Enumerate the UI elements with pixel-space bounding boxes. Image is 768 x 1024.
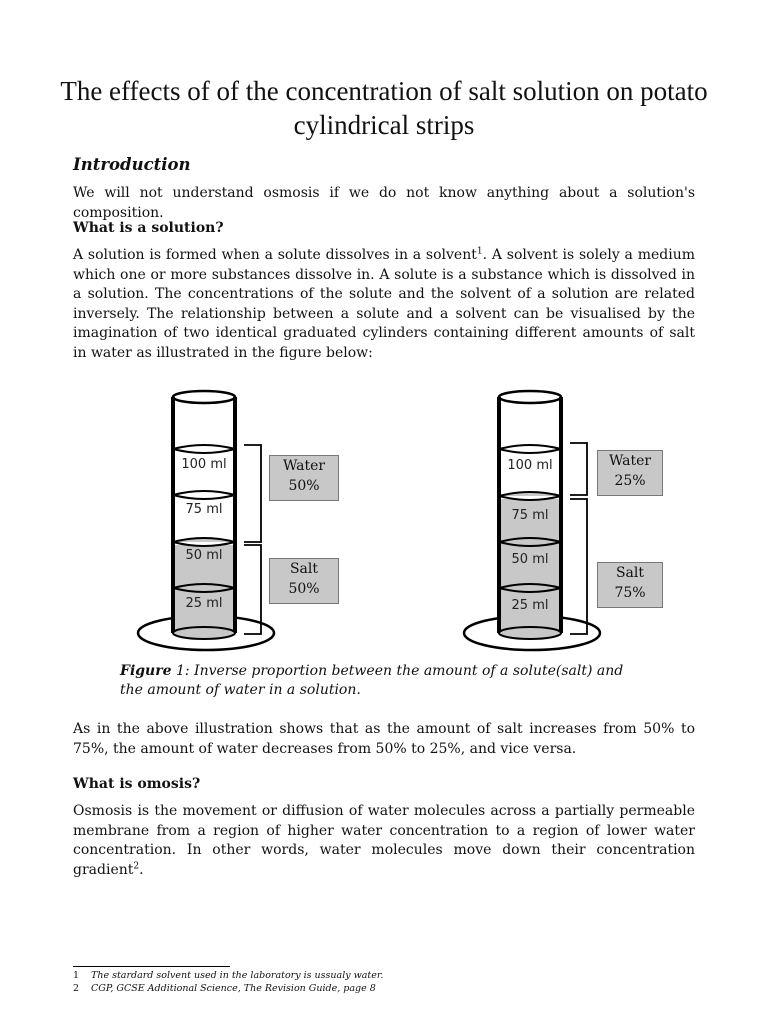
- right-cylinder-rim: [499, 391, 561, 403]
- right-mark-100: 100 ml: [507, 458, 553, 473]
- solution-paragraph-text-2: . A solvent is solely a medium which one or more substances dissolve in. A solute is a substance which is dissolved in a solution. The concentrations of the solute and the solvent of a solution are related inversely. The relationship between a solute and a solvent can be visualised by the imagination of two identical graduated cylinders containing different amounts of salt in water as illustrated in the figure below:: [73, 247, 695, 361]
- left-water-bracket: [244, 445, 261, 542]
- left-mark-50: 50 ml: [185, 548, 223, 563]
- left-mark-100: 100 ml: [181, 457, 227, 472]
- footnote-1: [73, 969, 383, 982]
- footnote-ref-2[interactable]: 2: [133, 860, 140, 871]
- right-salt-label: Salt: [615, 565, 645, 581]
- right-graduated-cylinder: [464, 391, 600, 650]
- footnote-divider: [73, 966, 230, 967]
- left-water-value: 50%: [288, 478, 320, 494]
- what-is-osmosis-heading: What is omosis?: [73, 776, 201, 792]
- footnote-1-text: The stardard solvent used in the laboratory is ussualy water.: [91, 970, 384, 981]
- right-water-box: [597, 450, 663, 496]
- what-is-solution-heading: What is a solution?: [73, 220, 224, 236]
- figure-caption-text: 1: Inverse proportion between the amount of a solute(salt) and the amount of water in a solution.: [120, 663, 624, 698]
- left-salt-box: [269, 558, 339, 604]
- left-graduated-cylinder: [138, 391, 274, 650]
- left-water-box: [269, 455, 339, 501]
- right-mark-75: 75 ml: [511, 508, 549, 523]
- introduction-heading: Introduction: [73, 155, 191, 174]
- left-cylinder-rim: [173, 391, 235, 403]
- osmosis-paragraph: [73, 802, 695, 880]
- footnotes: [73, 969, 383, 995]
- footnote-2: [73, 982, 383, 995]
- right-water-label: Water: [608, 453, 652, 469]
- cylinder-illustration: [120, 385, 680, 665]
- osmosis-paragraph-text: Osmosis is the movement or diffusion of water molecules across a partially permeable membrane from a region of higher water concentration to a region of lower water concentration. In other words, water molecules move down their concentration gradient: [73, 803, 695, 878]
- solution-paragraph: [73, 246, 695, 363]
- footnote-1-number: 1: [73, 970, 80, 981]
- figure-caption: [120, 662, 650, 700]
- solution-paragraph-text-1: A solution is formed when a solute dissolves in a solvent: [73, 247, 477, 263]
- left-salt-label: Salt: [289, 561, 319, 577]
- right-water-value: 25%: [614, 473, 646, 489]
- left-salt-value: 50%: [288, 581, 320, 597]
- right-water-bracket: [570, 443, 587, 495]
- right-salt-box: [597, 562, 663, 608]
- right-mark-25: 25 ml: [511, 598, 549, 613]
- right-mark-50: 50 ml: [511, 552, 549, 567]
- footnote-ref-1[interactable]: 1: [476, 246, 483, 257]
- document-title: The effects of of the concentration of salt solution on potato cylindrical strips: [60, 76, 708, 140]
- left-mark-75: 75 ml: [185, 502, 223, 517]
- right-salt-bracket: [570, 499, 587, 634]
- footnote-2-text: CGP, GCSE Additional Science, The Revision Guide, page 8: [91, 983, 376, 994]
- footnote-2-number: 2: [73, 983, 80, 994]
- left-mark-25: 25 ml: [185, 596, 223, 611]
- after-figure-paragraph: As in the above illustration shows that as the amount of salt increases from 50% to 75%, the amount of water decreases from 50% to 25%, and vice versa.: [73, 721, 695, 757]
- right-salt-value: 75%: [614, 585, 646, 601]
- left-water-label: Water: [282, 458, 326, 474]
- figure-caption-label: Figure: [120, 663, 172, 679]
- cylinder-figure: [120, 385, 680, 665]
- intro-paragraph: We will not understand osmosis if we do not know anything about a solution's composition.: [73, 185, 695, 221]
- osmosis-paragraph-end: .: [139, 861, 144, 878]
